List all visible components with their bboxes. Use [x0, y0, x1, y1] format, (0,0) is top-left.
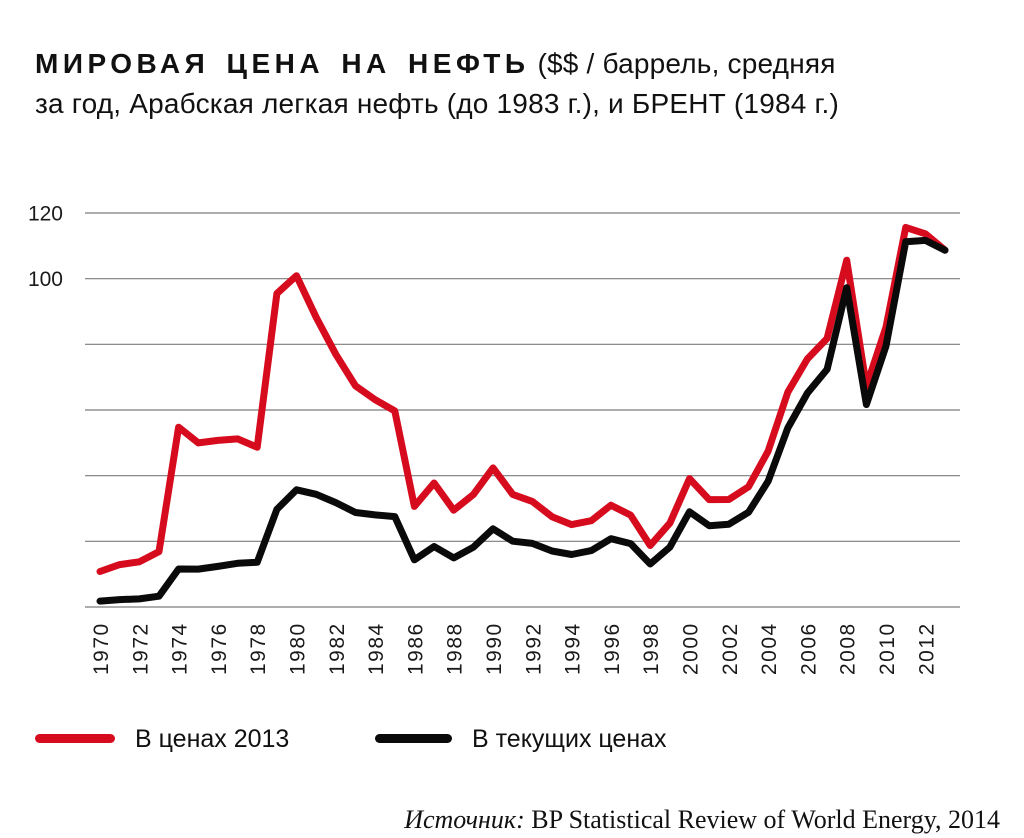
x-tick-labels: [90, 622, 938, 675]
x-tick-1992: 1992: [522, 622, 546, 675]
x-tick-1974: 1974: [168, 622, 192, 675]
source-text: BP Statistical Review of World Energy, 2014: [524, 805, 1000, 834]
chart-title-line2: за год, Арабская легкая нефть (до 1983 г.), и БРЕНТ (1984 г.): [35, 88, 839, 119]
y-tick-120: 120: [27, 202, 63, 226]
chart-title-units: ($$ / баррель, средняя: [529, 48, 836, 79]
x-tick-1976: 1976: [207, 622, 231, 675]
chart-title-bold: МИРОВАЯ ЦЕНА НА НЕФТЬ: [35, 48, 530, 79]
x-tick-1978: 1978: [247, 622, 271, 675]
x-tick-2010: 2010: [876, 622, 899, 675]
x-tick-2000: 2000: [679, 622, 703, 675]
x-tick-2006: 2006: [797, 622, 821, 675]
y-tick-labels: [28, 203, 63, 292]
x-tick-2008: 2008: [836, 622, 860, 675]
legend-swatch-real-prices: [35, 734, 115, 743]
chart-legend: [0, 722, 1024, 756]
x-tick-2012: 2012: [915, 622, 939, 675]
x-tick-1982: 1982: [325, 622, 349, 675]
source-line: [0, 805, 1000, 835]
price-line-black: [100, 240, 945, 601]
y-tick-100: 100: [27, 268, 63, 292]
x-tick-1988: 1988: [443, 622, 467, 675]
x-tick-1970: 1970: [90, 622, 113, 675]
legend-label-current-prices: В текущих ценах: [472, 725, 667, 753]
x-tick-2004: 2004: [758, 622, 782, 675]
x-tick-1984: 1984: [365, 622, 389, 675]
source-prefix: Источник:: [404, 805, 525, 834]
legend-swatch-current-prices: [375, 734, 452, 743]
x-tick-1972: 1972: [129, 622, 153, 675]
legend-label-real-prices: В ценах 2013: [135, 725, 290, 753]
x-tick-1990: 1990: [483, 622, 506, 675]
x-tick-2002: 2002: [718, 622, 742, 675]
x-tick-1980: 1980: [286, 622, 310, 675]
x-tick-1986: 1986: [404, 622, 428, 675]
x-tick-1996: 1996: [600, 622, 624, 675]
y-gridlines: [85, 213, 960, 607]
x-tick-1994: 1994: [561, 622, 585, 675]
x-tick-1998: 1998: [640, 622, 664, 675]
